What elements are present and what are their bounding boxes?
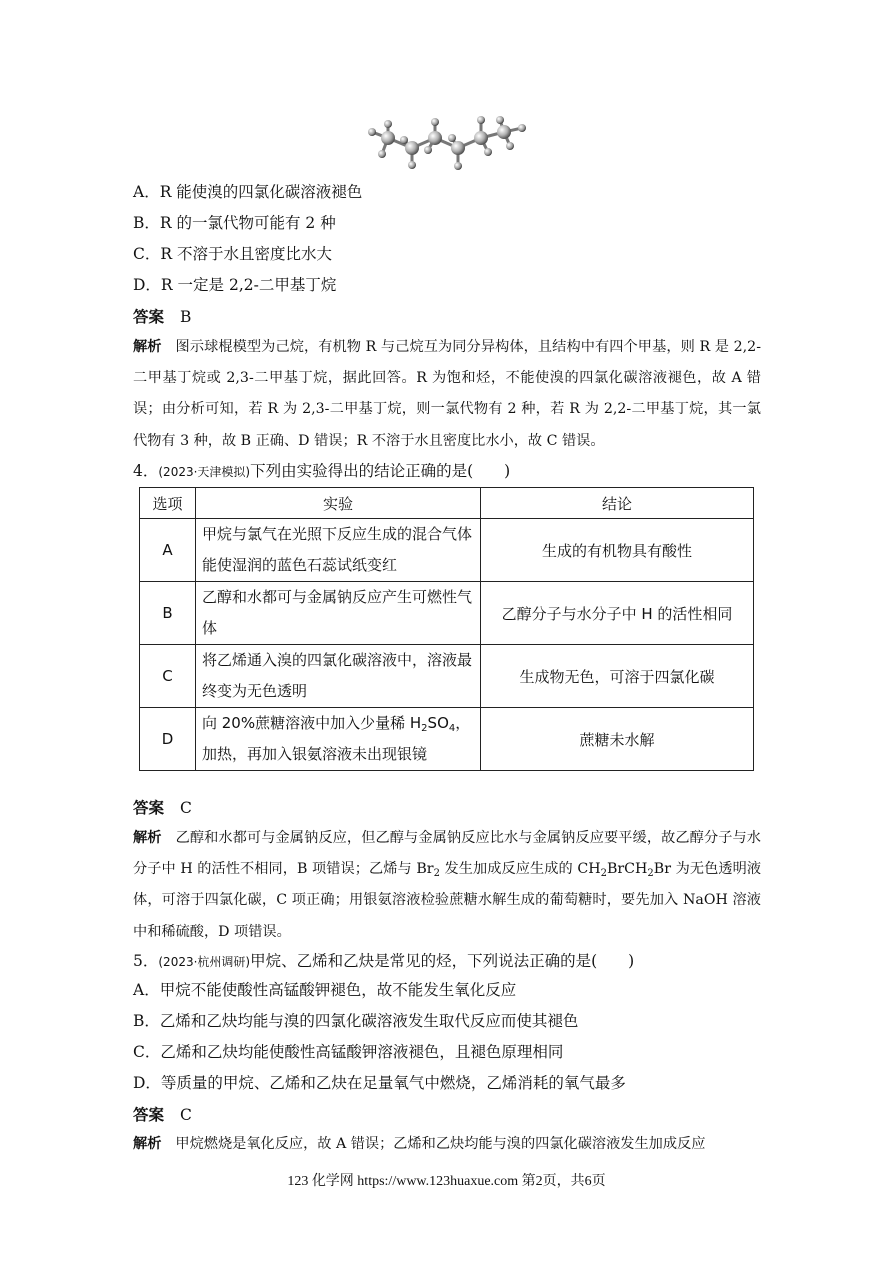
analysis-text: 图示球棍模型为己烷，有机物 R 与己烷互为同分异构体，且结构中有四个甲基，则 R 是 2,2-二甲基丁烷或 2,3-二甲基丁烷，据此回答。R 为饱和烃，不能使溴的四氯化碳溶液褪色，故 A 错误；由分析可知，若 R 为 2,3-二甲基丁烷，则一氯代物有 2 种，若 R 为 2,2-二甲基丁烷，其一氯代物有 3 种，故 B 正确、D 错误；R 不溶于水且密度比水小，故 C 错误。 [133,339,761,449]
q3-option-b: B．R 的一氯代物可能有 2 种 [133,214,336,232]
analysis-text: 甲烷燃烧是氧化反应，故 A 错误；乙烯和乙炔均能与溴的四氯化碳溶液发生加成反应 [175,1136,706,1152]
page-footer: 123 化学网 https://www.123huaxue.com 第2页，共6页 [287,1174,606,1189]
row-option: C [140,645,196,708]
answer-label: 答案 [133,798,165,817]
answer-label: 答案 [133,307,165,326]
table-row [140,708,754,771]
row-conclusion: 生成的有机物具有酸性 [481,519,754,582]
question-source: (2023·杭州调研) [158,955,251,969]
q4-stem [133,456,773,488]
q4-analysis: 解析 乙醇和水都可与金属钠反应，但乙醇与金属钠反应比水与金属钠反应要平缓，故乙醇分子与水分子中 H 的活性不相同，B 项错误；乙烯与 $Br_2$ 发生加成反应生成的 $CH_2BrCH_2Br$ 为无色透明液体，可溶于四氯化碳，C 项正确；用银氨溶液检验蔗糖水解生成的葡萄糖时，要先加入 NaOH 溶液中和稀硫酸，D 项错误。 [133,830,762,940]
header-option: 选项 [140,488,196,519]
q5-stem [133,946,773,978]
q5-option-c: C．乙烯和乙炔均能使酸性高锰酸钾溶液褪色，且褪色原理相同 [133,1043,564,1061]
answer-label: 答案 [133,1105,165,1124]
row-conclusion: 生成物无色，可溶于四氯化碳 [481,645,754,708]
analysis-label: 解析 [133,339,162,355]
q3-analysis [133,332,761,457]
table-row [140,519,754,582]
hexane-ball-stick-model [360,110,540,180]
q5-answer [133,1099,773,1131]
q5-option-a: A．甲烷不能使酸性高锰酸钾褪色，故不能发生氧化反应 [133,981,517,999]
table-row [140,582,754,645]
row-experiment: 甲烷与氯气在光照下反应生成的混合气体能使湿润的蓝色石蕊试纸变红 [196,519,481,582]
question-stem: 下列由实验得出的结论正确的是( ) [250,462,511,480]
row-experiment: 乙醇和水都可与金属钠反应产生可燃性气体 [196,582,481,645]
analysis-label: 解析 [133,1136,162,1152]
q3-option-d: D．R 一定是 2,2-二甲基丁烷 [133,276,337,294]
answer-value: B [180,308,192,326]
row-conclusion: 乙醇分子与水分子中 H 的活性相同 [481,582,754,645]
q5-analysis [133,1129,761,1160]
row-conclusion: 蔗糖未水解 [481,708,754,771]
table-header-row [140,488,754,519]
answer-value: C [180,799,192,817]
q4-answer [133,792,773,824]
answer-value: C [180,1106,192,1124]
q3-answer [133,301,773,333]
row-option: A [140,519,196,582]
table-row [140,645,754,708]
q3-option-a: A．R 能使溴的四氯化碳溶液褪色 [133,183,363,201]
row-option: B [140,582,196,645]
q5-option-d: D．等质量的甲烷、乙烯和乙炔在足量氧气中燃烧，乙烯消耗的氧气最多 [133,1074,626,1092]
analysis-label: 解析 [133,830,162,846]
row-experiment: 将乙烯通入溴的四氯化碳溶液中，溶液最终变为无色透明 [196,645,481,708]
q3-option-c: C．R 不溶于水且密度比水大 [133,245,332,263]
q5-option-b: B．乙烯和乙炔均能与溴的四氯化碳溶液发生取代反应而使其褪色 [133,1012,579,1030]
header-experiment: 实验 [196,488,481,519]
q4-experiment-table [139,487,754,771]
question-stem: 甲烷、乙烯和乙炔是常见的烃，下列说法正确的是( ) [250,952,635,970]
header-conclusion: 结论 [481,488,754,519]
question-number: 5． [133,952,159,970]
row-experiment: 向 20%蔗糖溶液中加入少量稀 $H_2SO_4$，加热，再加入银氨溶液未出现银镜 [196,708,481,771]
row-option: D [140,708,196,771]
question-number: 4． [133,462,159,480]
question-source: (2023·天津模拟) [158,465,251,479]
